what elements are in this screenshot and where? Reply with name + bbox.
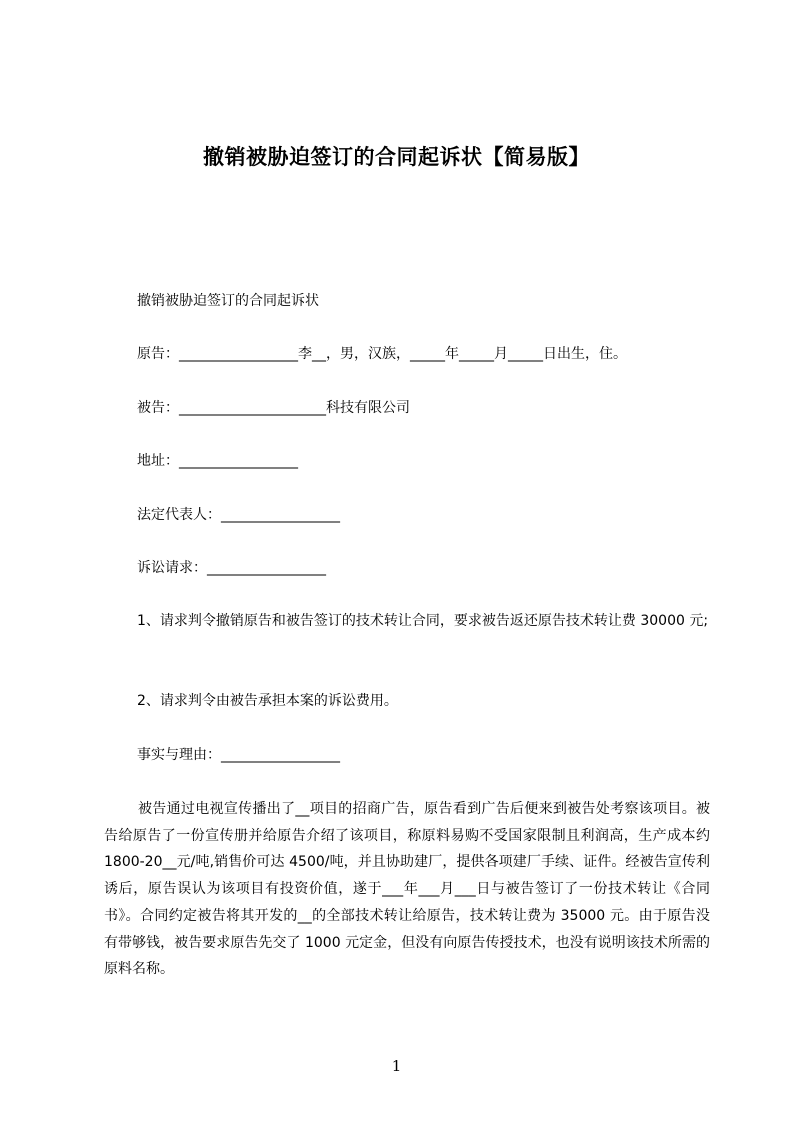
plaintiff-line: 原告：_________________李__，男，汉族，_____年_____月_____日出生，住。 [137, 346, 627, 362]
claim-1-paragraph: 1、请求判令撤销原告和被告签订的技术转让合同，要求被告返还原告技术转让费 30000 元; [137, 613, 709, 629]
page-number: 1 [391, 1057, 402, 1075]
claim-2-line: 2、请求判令由被告承担本案的诉讼费用。 [137, 693, 398, 709]
address-line: 地址：_________________ [137, 453, 298, 469]
legal-representative-line: 法定代表人：_________________ [137, 507, 340, 523]
defendant-line: 被告：_____________________科技有限公司 [137, 400, 410, 416]
facts-paragraph: 被告通过电视宣传播出了__项目的招商广告，原告看到广告后便来到被告处考察该项目。被告给原告了一份宣传册并给原告介绍了该项目，称原料易购不受国家限制且利润高，生产成本约 1800-20__元/吨,销售价可达 4500/吨，并且协助建厂，提供各项建厂手续、证件。经被告宣传利诱后，原告误认为该项目有投资价值，遂于___年___月___日与被告签订了一份技术转让《合同书》。合同约定被告将其开发的__的全部技术转让给原告，技术转让费为 35000 元。由于原告没有带够钱，被告要求原告先交了 1000 元定金，但没有向原告传授技术，也没有说明该技术所需的原料名称。 [104, 801, 710, 978]
document-title: 撤销被胁迫签订的合同起诉状【简易版】 [203, 145, 590, 169]
claims-heading: 诉讼请求：_________________ [137, 560, 326, 576]
document-subtitle: 撤销被胁迫签订的合同起诉状 [137, 293, 319, 309]
facts-heading: 事实与理由：_________________ [137, 747, 340, 763]
